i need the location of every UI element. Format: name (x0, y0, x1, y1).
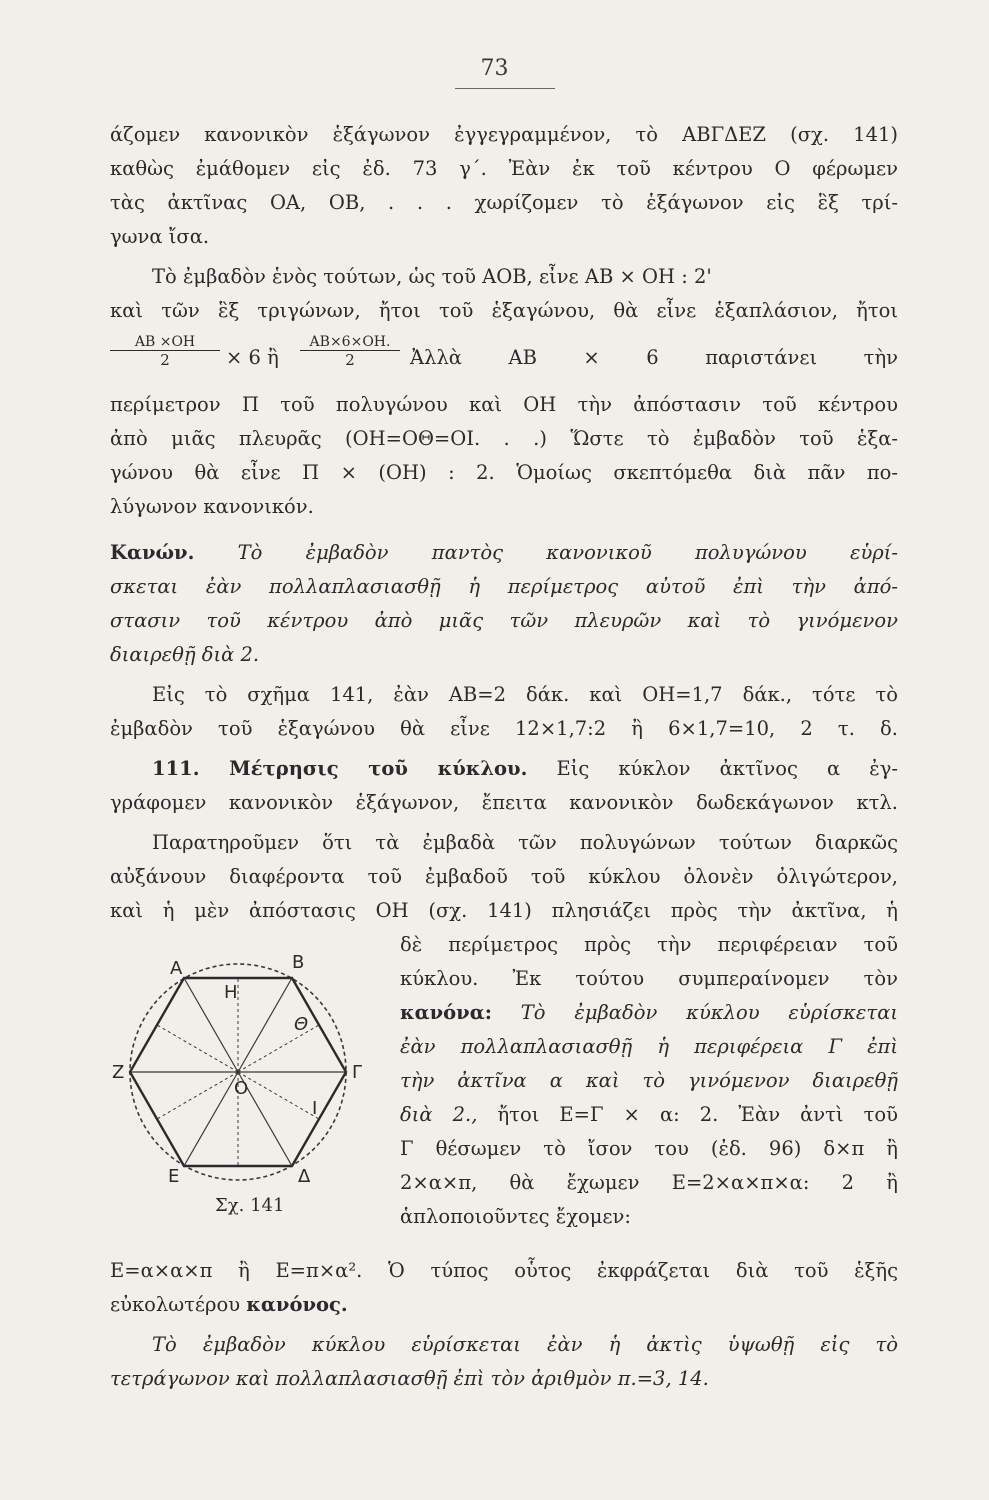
rule-text: Τὸ ἐμβαδὸν παντὸς κανονικοῦ πολυγώνου εὑρί- (237, 541, 898, 564)
section-111-line (152, 756, 898, 782)
text-line: γωνα ἴσα. (110, 225, 210, 248)
label-z: Ζ (112, 1062, 125, 1083)
text-line: καὶ ἡ μὲν ἀπόστασις ΟΗ (σχ. 141) πλησιάζει πρὸς τὴν ἀκτῖνα, ἡ (110, 899, 898, 922)
label-b: Β (292, 952, 305, 973)
rule-line: σκεται ἐὰν πολλαπλασιασθῇ ἡ περίμετρος αὐτοῦ ἐπὶ τὴν ἀπό- (110, 575, 898, 598)
rule-word: κανόνα: (400, 1001, 492, 1024)
text-line (400, 1102, 898, 1128)
text-line: γράφομεν κανονικὸν ἑξάγωνον, ἔπειτα κανονικὸν δωδεκάγωνον κτλ. (110, 791, 898, 814)
label-d: Δ (298, 1166, 311, 1184)
text-line: δὲ περίμετρος πρὸς τὴν περιφέρειαν τοῦ (400, 933, 898, 956)
label-h: Η (224, 982, 238, 1003)
rule-text: διὰ 2., (400, 1103, 478, 1126)
text-line: κύκλου. Ἐκ τούτου συμπεραίνομεν τὸν (400, 967, 898, 990)
figure-141 (108, 944, 388, 1184)
fraction-denominator: 2 (160, 351, 170, 369)
fraction-ab-oh (110, 334, 220, 369)
text-line: τὰς ἀκτῖνας ΟΑ, ΟΒ, . . . χωρίζομεν τὸ ἑξάγωνον εἰς ἓξ τρί- (110, 191, 898, 214)
section-111-text: Εἰς κύκλον ἀκτῖνος α ἐγ- (556, 757, 898, 780)
text-line: Γ θέσωμεν τὸ ἴσον του (ἐδ. 96) δ⨯π ἢ (400, 1137, 898, 1160)
label-th: Θ (294, 1014, 309, 1035)
label-g: Γ (352, 1062, 363, 1083)
rule-line: στασιν τοῦ κέντρου ἀπὸ μιᾶς τῶν πλευρῶν καὶ τὸ γινόμενον (110, 609, 898, 632)
example-line: Εἰς τὸ σχῆμα 141, ἐὰν ΑΒ=2 δάκ. καὶ ΟΗ=1,7 δάκ., τότε τὸ (152, 683, 898, 706)
rule-text: Τὸ ἐμβαδὸν κύκλου εὑρίσκεται (520, 1001, 899, 1024)
radius-oe (184, 1072, 238, 1166)
apothem (157, 1072, 238, 1119)
fraction-denominator: 2 (345, 351, 355, 369)
text-line: αὐξάνουν διαφέροντα τοῦ ἐμβαδοῦ τοῦ κύκλου ὀλονὲν ὀλιγώτερον, (110, 865, 898, 888)
text-line: ⨯ 6 ἢ (226, 346, 279, 369)
label-a: Α (170, 958, 183, 979)
text-line: ἁπλοποιοῦντες ἔχομεν: (400, 1205, 631, 1228)
fraction-ab-6-oh (300, 334, 400, 369)
radius-ob (238, 978, 292, 1072)
formula-text: ἤτοι Ε=Γ ⨯ α: 2. Ἐὰν ἀντὶ τοῦ (497, 1103, 899, 1126)
text-line (400, 1000, 898, 1026)
text-line (110, 1292, 898, 1318)
example-line: ἐμβαδὸν τοῦ ἑξαγώνου θὰ εἶνε 12⨯1,7:2 ἢ 6⨯1,7=10, 2 τ. δ. (110, 717, 898, 740)
final-rule-line: τετράγωνον καὶ πολλαπλασιασθῇ ἐπὶ τὸν ἀριθμὸν π.=3, 14. (110, 1367, 709, 1390)
text-line: γώνου θὰ εἶνε Π ⨯ (ΟΗ) : 2. Ὁμοίως σκεπτόμεθα διὰ πᾶν πο- (110, 461, 898, 484)
apothem-oi (238, 1072, 319, 1119)
page-number: 73 (480, 56, 509, 81)
rule-line (110, 540, 898, 566)
hexagon-diagram (108, 944, 388, 1184)
text-line: ἀπὸ μιᾶς πλευρᾶς (ΟΗ=ΟΘ=ΟΙ. . .) Ὥστε τὸ ἐμβαδὸν τοῦ ἑξα- (110, 427, 898, 450)
label-i: Ι (312, 1098, 318, 1119)
text-span: εὐκολωτέρου (110, 1293, 241, 1316)
final-rule-line: Τὸ ἐμβαδὸν κύκλου εὑρίσκεται ἐὰν ἡ ἀκτὶς ὑψωθῇ εἰς τὸ (152, 1333, 898, 1356)
text-line: ἐὰν πολλαπλασιασθῇ ἡ περιφέρεια Γ ἐπὶ (400, 1035, 898, 1058)
text-line: λύγωνον κανονικόν. (110, 495, 314, 518)
text-line: άζομεν κανονικὸν ἑξάγωνον ἐγγεγραμμένον, τὸ ΑΒΓΔΕΖ (σχ. 141) (110, 123, 898, 146)
text-line: καὶ τῶν ἓξ τριγώνων, ἤτοι τοῦ ἑξαγώνου, θὰ εἶνε ἑξαπλάσιον, ἤτοι (110, 299, 898, 322)
text-line: τὴν ἀκτῖνα α καὶ τὸ γινόμενον διαιρεθῇ (400, 1069, 898, 1092)
header-rule (455, 88, 555, 89)
text-line: 2⨯α⨯π, θὰ ἔχωμεν Ε=2⨯α⨯π⨯α: 2 ἢ (400, 1171, 898, 1194)
rule-heading: Κανών. (110, 541, 195, 564)
apothem (157, 1025, 238, 1072)
fraction-numerator: ΑΒ⨯6⨯ΟΗ. (309, 334, 391, 350)
text-line: περίμετρον Π τοῦ πολυγώνου καὶ ΟΗ τὴν ἀπόστασιν τοῦ κέντρου (110, 393, 898, 416)
figure-caption: Σχ. 141 (215, 1195, 285, 1216)
text-line: Τὸ ἐμβαδὸν ἑνὸς τούτων, ὡς τοῦ ΑΟΒ, εἶνε ΑΒ ⨯ ΟΗ : 2' (152, 265, 712, 288)
rule-line: διαιρεθῇ διὰ 2. (110, 643, 260, 666)
text-line: Παρατηροῦμεν ὅτι τὰ ἐμβαδὰ τῶν πολυγώνων τούτων διαρκῶς (152, 831, 898, 854)
section-111-heading: 111. Μέτρησις τοῦ κύκλου. (152, 757, 528, 780)
rule-word: κανόνος. (246, 1293, 348, 1316)
label-e: Ε (168, 1166, 180, 1184)
text-line: καθὼς ἐμάθομεν εἰς ἐδ. 73 γ΄. Ἐὰν ἐκ τοῦ κέντρου Ο φέρωμεν (110, 157, 898, 180)
label-o: Ο (234, 1078, 249, 1099)
text-line: Ἀλλὰ ΑΒ ⨯ 6 παριστάνει τὴν (410, 346, 898, 369)
formula-line: Ε=α⨯α⨯π ἢ Ε=π⨯α². Ὁ τύπος οὗτος ἐκφράζεται διὰ τοῦ ἑξῆς (110, 1259, 898, 1282)
fraction-numerator: ΑΒ ⨯ΟΗ (134, 334, 196, 350)
